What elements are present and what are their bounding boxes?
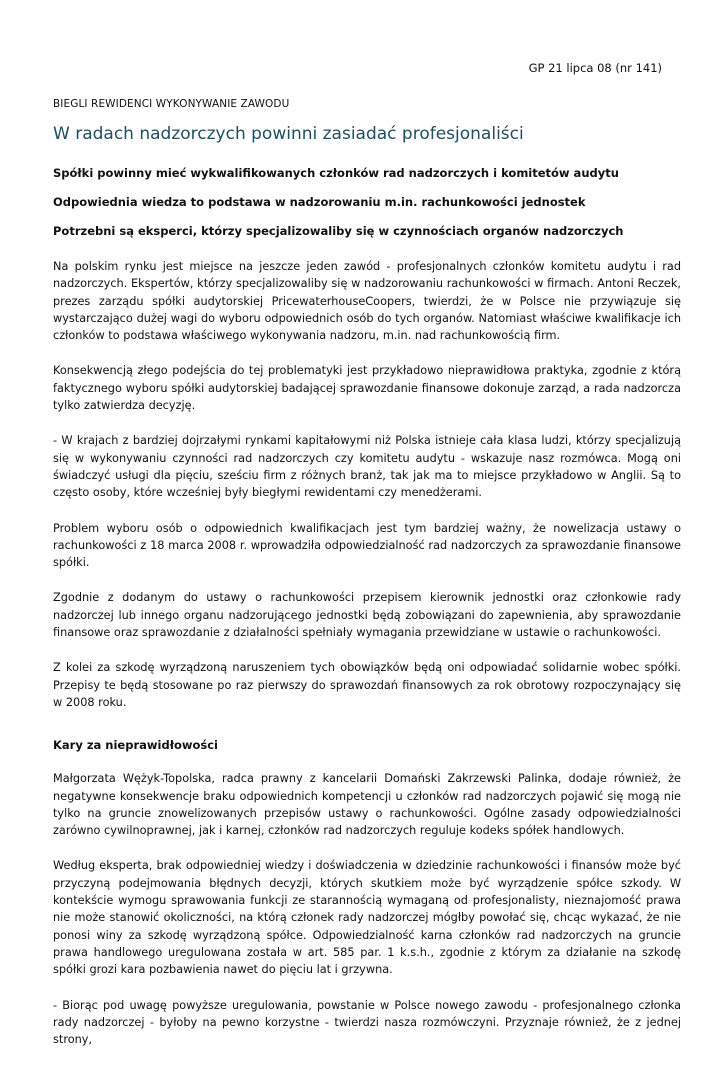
- subheading: Kary za nieprawidłowości: [53, 738, 218, 753]
- paragraph: - W krajach z bardziej dojrzałymi rynkami kapitałowymi niż Polska istnieje cała klasa ludzi, którzy specjalizują się w wykonywaniu czynności rad nadzorczych czy komitetu audytu - wskazuje nasz rozmówca. Mogą oni świadczyć usługi dla pięciu, sześciu firm z różnych branż, tak jak ma to miejsce przykładowo w Anglii. Są to często osoby, które wcześniej były biegłymi rewidentami czy menedżerami.: [53, 434, 681, 500]
- paragraph: Konsekwencją złego podejścia do tej problematyki jest przykładowo nieprawidłowa praktyka, zgodnie z którą faktycznego wyboru spółki audytorskiej badającej sprawozdanie finansowe dokonuje zarząd, a rada nadzorcza tylko zatwierdza decyzję.: [53, 364, 681, 413]
- article: [53, 98, 681, 1066]
- paragraph: Na polskim rynku jest miejsce na jeszcze jeden zawód - profesjonalnych członków komitetu audytu i rad nadzorczych. Ekspertów, którzy specjalizowaliby się w nadzorowaniu rachunkowości w firmach. Antoni Reczek, prezes zarządu spółki audytorskiej PricewaterhouseCoopers, twierdzi, że w Polsce nie przywiązuje się wystarczająco dużej wagi do wyboru odpowiednich osób do tych organów. Natomiast właściwe kwalifikacje ich członków to podstawa właściwego wykonywania nadzoru, m.in. nad rachunkowością firm.: [53, 260, 681, 343]
- paragraph: Zgodnie z dodanym do ustawy o rachunkowości przepisem kierownik jednostki oraz członkowie rady nadzorczej lub innego organu nadzorującego jednostki będą zobowiązani do zapewnienia, aby sprawozdanie finansowe oraz sprawozdanie z działalności spełniały wymagania przewidziane w ustawie o rachunkowości.: [53, 591, 681, 640]
- paragraph: - Biorąc pod uwagę powyższe uregulowania, powstanie w Polsce nowego zawodu - profesjonalnego członka rady nadzorczej - byłoby na pewno korzystne - twierdzi nasza rozmówczyni. Przyznaje również, że z jednej strony,: [53, 998, 681, 1047]
- section-label: BIEGLI REWIDENCI WYKONYWANIE ZAWODU: [53, 98, 290, 110]
- paragraph: Według eksperta, brak odpowiedniej wiedzy i doświadczenia w dziedzinie rachunkowości i finansów może być przyczyną podejmowania błędnych decyzji, których skutkiem może być wyrządzenie spółce szkody. W kontekście wymogu sprawowania funkcji ze starannością wymaganą od profesjonalisty, nieznajomość prawa nie może stanowić okoliczności, na którą członek rady nadzorczej mógłby powołać się, chcąc wykazać, że nie ponosi winy za szkodę wyrządzoną spółce. Odpowiedzialność karna członków rad nadzorczych na gruncie prawa handlowego uregulowana została w art. 585 par. 1 k.s.h., zgodnie z którym za działanie na szkodę spółki grozi kara pozbawienia nawet do pięciu lat i grzywna.: [53, 859, 681, 977]
- lead-line: Potrzebni są eksperci, którzy specjalizowaliby się w czynnościach organów nadzorczych: [53, 224, 624, 238]
- lead-line: Odpowiednia wiedza to podstawa w nadzorowaniu m.in. rachunkowości jednostek: [53, 195, 586, 209]
- publication-reference: GP 21 lipca 08 (nr 141): [528, 61, 662, 75]
- paragraph: Z kolei za szkodę wyrządzoną naruszeniem tych obowiązków będą oni odpowiadać solidarnie wobec spółki. Przepisy te będą stosowane po raz pierwszy do sprawozdań finansowych za rok obrotowy rozpoczynający się w 2008 roku.: [53, 661, 681, 709]
- lead-line: Spółki powinny mieć wykwalifikowanych członków rad nadzorczych i komitetów audytu: [53, 166, 619, 180]
- article-title: W radach nadzorczych powinni zasiadać profesjonaliści: [53, 124, 524, 144]
- paragraph: Małgorzata Wężyk-Topolska, radca prawny z kancelarii Domański Zakrzewski Palinka, dodaje również, że negatywne konsekwencje braku odpowiednich kompetencji u członków rad nadzorczych pojawić się mogą nie tylko na gruncie znowelizowanych przepisów ustawy o rachunkowości. Ogólne zasady odpowiedzialności zarówno cywilnoprawnej, jak i karnej, członków rad nadzorczych reguluje kodeks spółek handlowych.: [53, 772, 681, 838]
- paragraph: Problem wyboru osób o odpowiednich kwalifikacjach jest tym bardziej ważny, że nowelizacja ustawy o rachunkowości z 18 marca 2008 r. wprowadziła odpowiedzialność rad nadzorczych za sprawozdanie finansowe spółki.: [53, 521, 681, 570]
